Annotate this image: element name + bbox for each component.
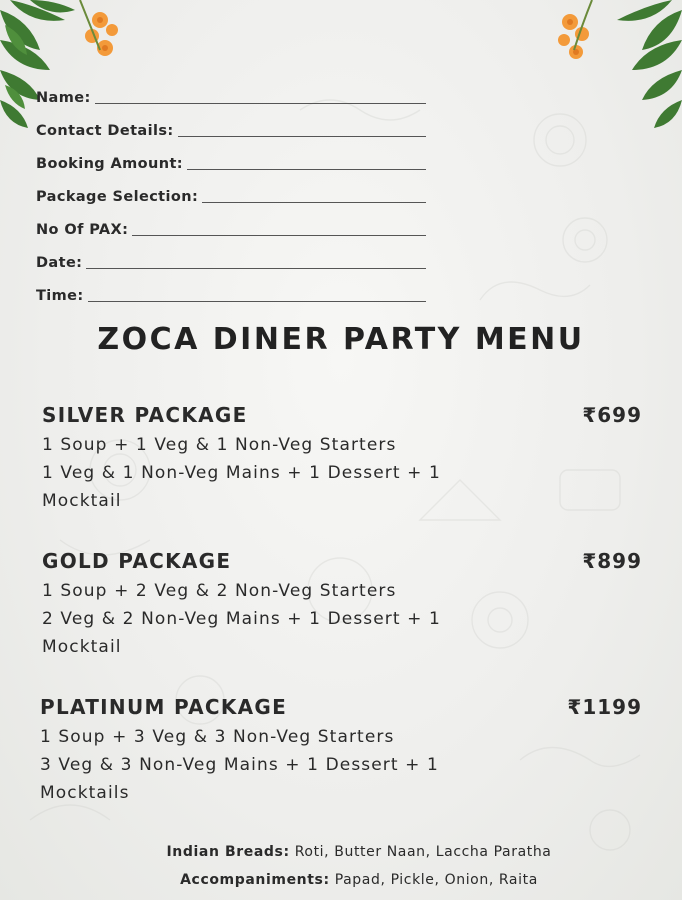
booking-form — [36, 74, 426, 305]
package-platinum — [0, 695, 682, 807]
form-row-time — [36, 272, 426, 305]
form-row-date — [36, 239, 426, 272]
form-row-booking-amount — [36, 140, 426, 173]
package-gold — [0, 549, 682, 661]
booking-amount-label: Booking Amount: — [36, 156, 184, 172]
package-line: 1 Soup + 2 Veg & 2 Non-Veg Starters — [42, 581, 397, 601]
menu-title: ZOCA DINER PARTY MENU — [97, 322, 585, 357]
time-blank-line — [88, 300, 426, 302]
pax-label: No Of PAX: — [36, 222, 129, 238]
indian-breads-value: Roti, Butter Naan, Laccha Paratha — [294, 844, 552, 860]
package-selection-label: Package Selection: — [36, 189, 199, 205]
package-price: ₹1199 — [567, 695, 642, 719]
accompaniments-value: Papad, Pickle, Onion, Raita — [334, 872, 538, 888]
contact-details-blank-line — [178, 135, 426, 137]
package-line: 1 Soup + 3 Veg & 3 Non-Veg Starters — [40, 727, 395, 747]
package-price: ₹899 — [582, 549, 642, 573]
package-name: SILVER PACKAGE — [42, 403, 248, 427]
package-line: 3 Veg & 3 Non-Veg Mains + 1 Dessert + 1 — [40, 755, 439, 775]
indian-breads-row — [36, 838, 682, 866]
package-line: Mocktail — [42, 637, 122, 657]
form-row-package — [36, 173, 426, 206]
name-label: Name: — [36, 90, 91, 106]
contact-details-label: Contact Details: — [36, 123, 174, 139]
date-label: Date: — [36, 255, 83, 271]
pax-blank-line — [132, 234, 426, 236]
accompaniments-row — [36, 866, 682, 894]
package-name: GOLD PACKAGE — [42, 549, 232, 573]
package-line: 1 Veg & 1 Non-Veg Mains + 1 Dessert + 1 — [42, 463, 441, 483]
package-selection-blank-line — [202, 201, 426, 203]
date-blank-line — [86, 267, 426, 269]
accompaniments-label: Accompaniments: — [180, 872, 330, 888]
package-line: Mocktail — [42, 491, 122, 511]
package-line: Mocktails — [40, 783, 130, 803]
indian-breads-label: Indian Breads: — [166, 844, 290, 860]
menu-footer — [0, 838, 682, 894]
name-blank-line — [95, 102, 426, 104]
fern-and-flower-icon — [552, 0, 682, 150]
booking-amount-blank-line — [187, 168, 426, 170]
package-line: 2 Veg & 2 Non-Veg Mains + 1 Dessert + 1 — [42, 609, 441, 629]
package-silver — [0, 403, 682, 515]
form-row-contact — [36, 107, 426, 140]
time-label: Time: — [36, 288, 84, 304]
package-name: PLATINUM PACKAGE — [40, 695, 288, 719]
form-row-name — [36, 74, 426, 107]
form-row-pax — [36, 206, 426, 239]
package-price: ₹699 — [582, 403, 642, 427]
package-line: 1 Soup + 1 Veg & 1 Non-Veg Starters — [42, 435, 397, 455]
